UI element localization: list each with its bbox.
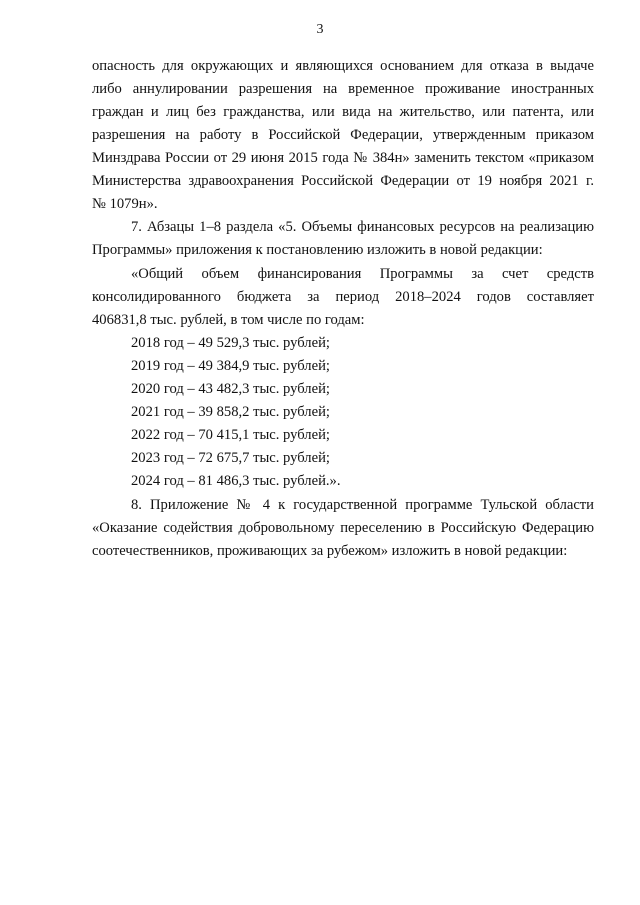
text-line: 406831,8 тыс. рублей, в том числе по годам:: [92, 312, 365, 328]
text-line: «Оказание содействия добровольному переселению в Российскую Федерацию: [92, 520, 594, 536]
year-item: 2018 год – 49 529,3 тыс. рублей;: [131, 335, 330, 351]
text-line: опасность для окружающих и являющихся основанием для отказа в выдаче: [92, 58, 594, 74]
year-item: 2020 год – 43 482,3 тыс. рублей;: [131, 381, 330, 397]
text-line: Минздрава России от 29 июня 2015 года № 384н» заменить текстом «приказом: [92, 150, 594, 166]
year-item: 2022 год – 70 415,1 тыс. рублей;: [131, 427, 330, 443]
text-line: консолидированного бюджета за период 2018–2024 годов составляет: [92, 289, 594, 305]
page-number: 3: [316, 22, 324, 37]
year-item: 2021 год – 39 858,2 тыс. рублей;: [131, 404, 330, 420]
year-item: 2019 год – 49 384,9 тыс. рублей;: [131, 358, 330, 374]
text-line: либо аннулировании разрешения на временное проживание иностранных: [92, 81, 594, 97]
text-line: Министерства здравоохранения Российской Федерации от 19 ноября 2021 г.: [92, 173, 594, 189]
text-line: разрешения на работу в Российской Федерации, утвержденным приказом: [92, 127, 594, 143]
text-line: «Общий объем финансирования Программы за счет средств: [131, 266, 594, 282]
year-item: 2023 год – 72 675,7 тыс. рублей;: [131, 450, 330, 466]
text-line: граждан и лиц без гражданства, или вида на жительство, или патента, или: [92, 104, 594, 120]
text-line: № 1079н».: [92, 196, 158, 212]
text-line: соотечественников, проживающих за рубежом» изложить в новой редакции:: [92, 543, 568, 559]
text-line: 8. Приложение № 4 к государственной программе Тульской области: [131, 497, 594, 513]
text-line: 7. Абзацы 1–8 раздела «5. Объемы финансовых ресурсов на реализацию: [131, 219, 594, 235]
year-item: 2024 год – 81 486,3 тыс. рублей.».: [131, 473, 341, 489]
text-line: Программы» приложения к постановлению изложить в новой редакции:: [92, 242, 543, 258]
